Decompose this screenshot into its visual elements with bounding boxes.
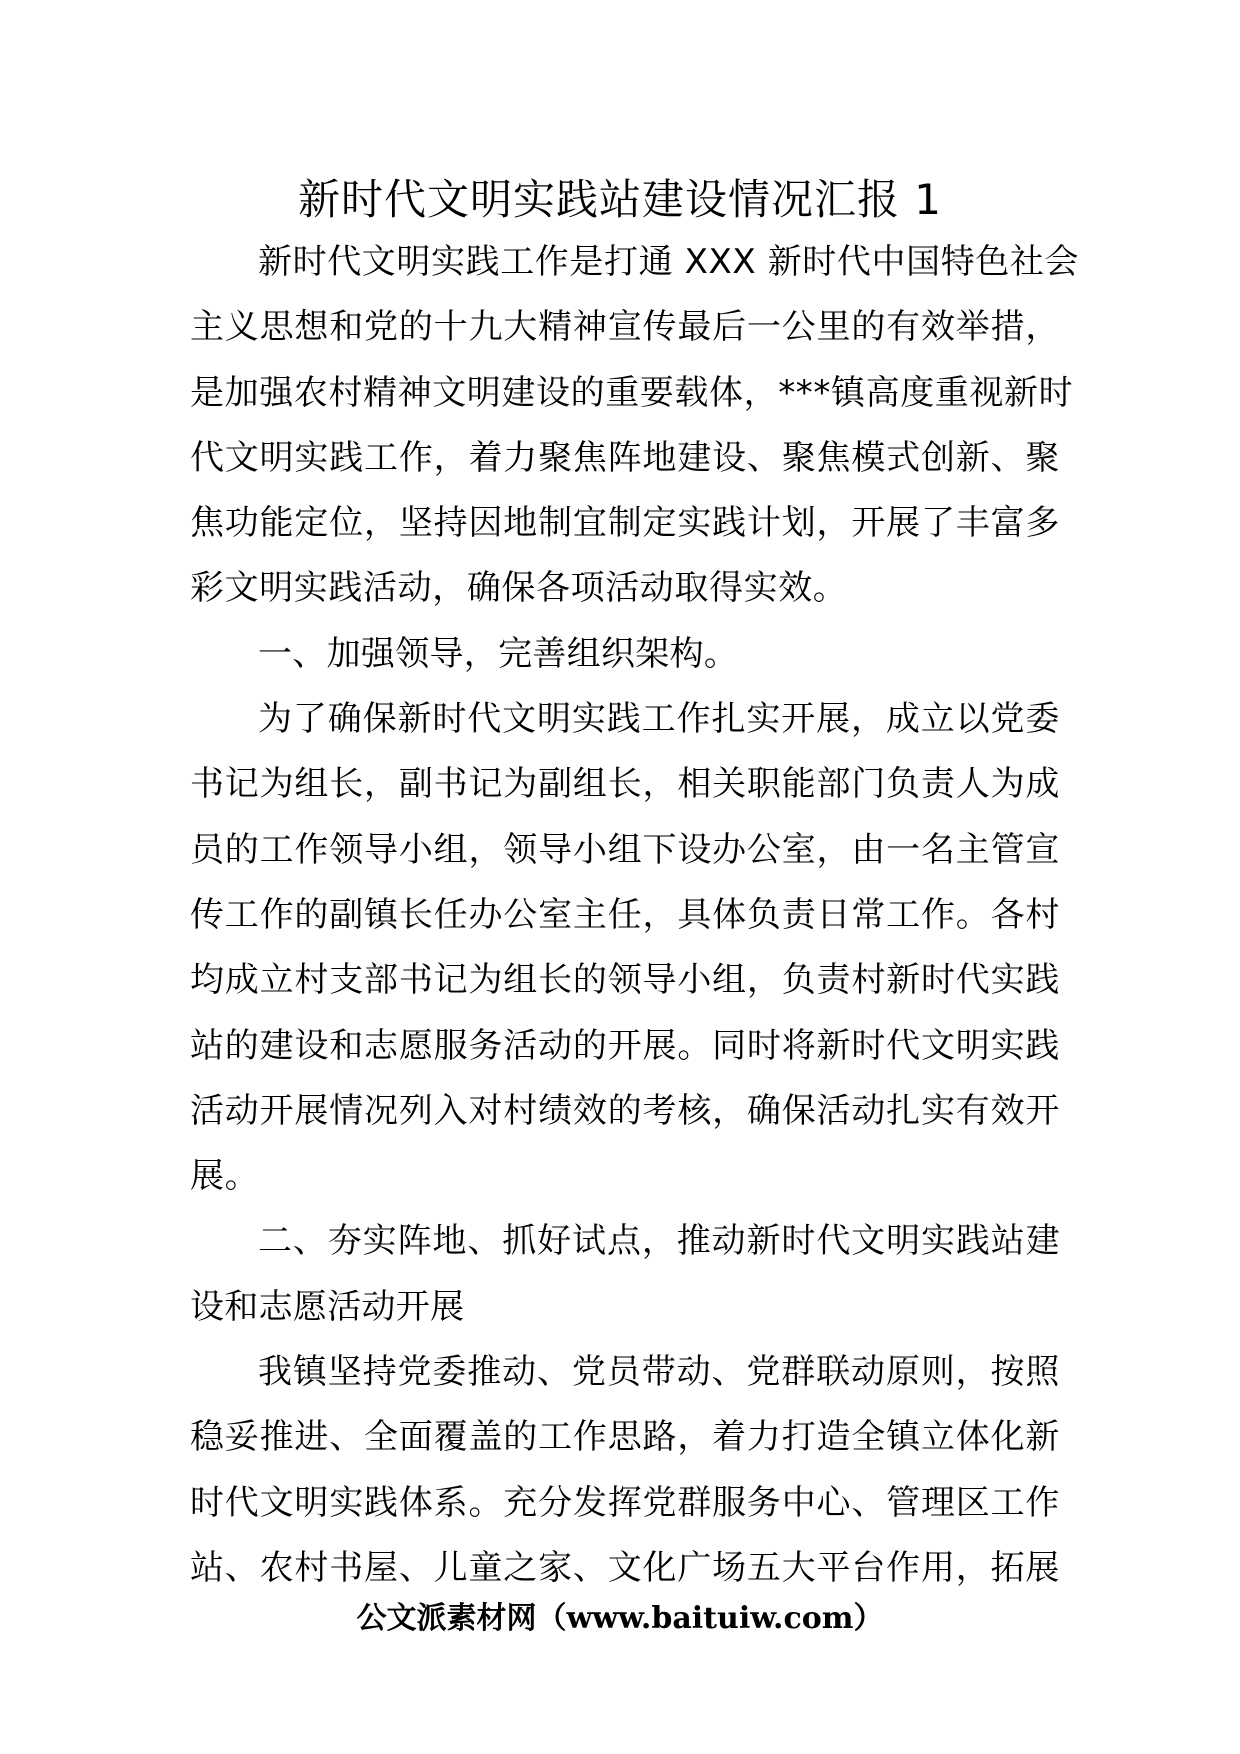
body-text-line: 新时代文明实践工作是打通 XXX 新时代中国特色社会: [258, 242, 1080, 282]
body-text-line: 为了确保新时代文明实践工作扎实开展，成立以党委: [258, 699, 1060, 740]
body-text-line: 书记为组长，副书记为副组长，相关职能部门负责人为成: [190, 764, 1060, 805]
body-text-line: 员的工作领导小组，领导小组下设办公室，由一名主管宣: [190, 829, 1060, 870]
body-text-line: 均成立村支部书记为组长的领导小组，负责村新时代实践: [190, 960, 1060, 1001]
footer-watermark: 公文派素材网（www.baituiw.com）: [356, 1601, 884, 1636]
body-text-line: 活动开展情况列入对村绩效的考核，确保活动扎实有效开: [190, 1090, 1060, 1131]
body-text-line: 是加强农村精神文明建设的重要载体，***镇高度重视新时: [190, 372, 1074, 413]
body-text-line: 传工作的副镇长任办公室主任，具体负责日常工作。各村: [190, 894, 1060, 935]
body-text-line: 稳妥推进、全面覆盖的工作思路，着力打造全镇立体化新: [190, 1417, 1060, 1458]
section-heading-line: 一、加强领导，完善组织架构。: [258, 633, 739, 674]
section-heading-line: 设和志愿活动开展: [190, 1286, 465, 1327]
body-text-line: 站的建设和志愿服务活动的开展。同时将新时代文明实践: [190, 1025, 1060, 1066]
body-text-line: 站、农村书屋、儿童之家、文化广场五大平台作用，拓展: [190, 1547, 1060, 1588]
body-text-line: 展。: [190, 1156, 260, 1197]
body-text-line: 焦功能定位，坚持因地制宜制定实践计划，开展了丰富多: [190, 503, 1060, 544]
document-body: [190, 230, 1080, 1601]
body-text-line: 代文明实践工作，着力聚焦阵地建设、聚焦模式创新、聚: [190, 437, 1060, 478]
body-text-line: 主义思想和党的十九大精神宣传最后一公里的有效举措，: [190, 307, 1060, 348]
body-text-line: 时代文明实践体系。充分发挥党群服务中心、管理区工作: [190, 1482, 1060, 1523]
section-heading-line: 二、夯实阵地、抓好试点，推动新时代文明实践站建: [258, 1221, 1060, 1262]
body-text-line: 我镇坚持党委推动、党员带动、党群联动原则，按照: [258, 1352, 1060, 1393]
body-text-line: 彩文明实践活动，确保各项活动取得实效。: [190, 568, 848, 609]
document-title: 新时代文明实践站建设情况汇报 1: [297, 175, 943, 224]
